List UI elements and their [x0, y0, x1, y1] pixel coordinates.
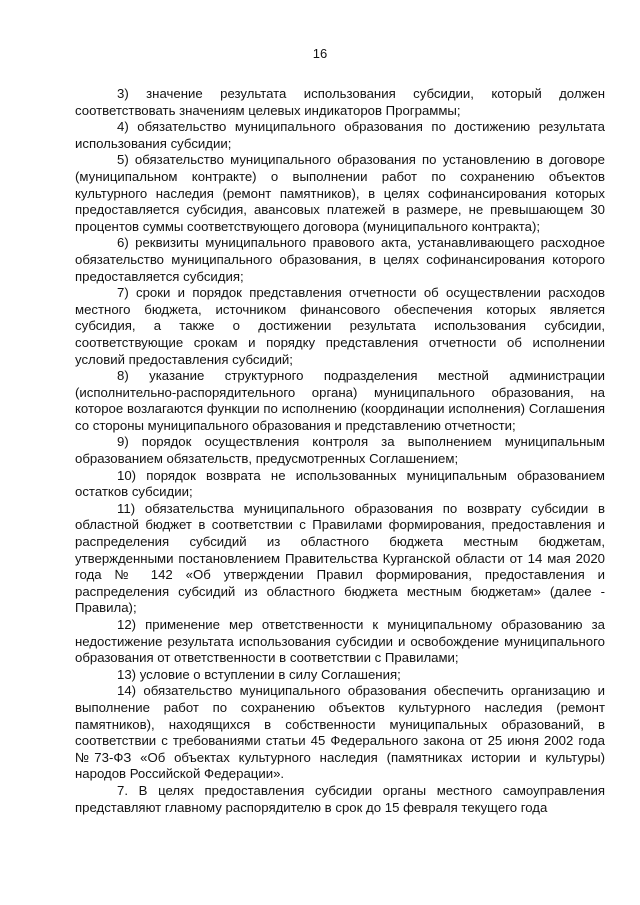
paragraph: 11) обязательства муниципального образования по возврату субсидии в областной бюджет в соответствии с Правилами формирования, предоставления и распределения субсидий из областного бюджета местным бюджетам, утвержденными постановлением Правительства Курганской области от 14 мая 2020 года № 142 «Об утверждении Правил формирования, предоставления и распределения субсидий из областного бюджета местным бюджетам» (далее - Правила);: [75, 500, 605, 616]
paragraph: 10) порядок возврата не использованных муниципальным образованием остатков субсидии;: [75, 467, 605, 500]
paragraph: 5) обязательство муниципального образования по установлению в договоре (муниципальном контракте) о выполнении работ по сохранению объектов культурного наследия (ремонт памятников), в целях софинансирования которых предоставляется субсидия, авансовых платежей в размере, не превышающем 30 процентов суммы соответствующего договора (муниципального контракта);: [75, 152, 605, 234]
paragraph: 13) условие о вступлении в силу Соглашения;: [117, 666, 401, 682]
paragraph: 4) обязательство муниципального образования по достижению результата использования субсидии;: [75, 119, 605, 151]
paragraph: 7) сроки и порядок представления отчетности об осуществлении расходов местного бюджета, источником финансового обеспечения которых является субсидия, а также о достижении результата использования субсидии, соответствующие срокам и порядку представления отчетности об исполнении условий предоставления субсидий;: [75, 285, 605, 367]
paragraph: 8) указание структурного подразделения местной администрации (исполнительно-распорядительного органа) муниципального образования, на которое возлагаются функции по исполнению (координации исполнения) Соглашения со стороны муниципального образования и представлению отчетности;: [75, 368, 605, 433]
page-number: 16: [312, 46, 328, 61]
document-body: [75, 86, 605, 816]
paragraph: 14) обязательство муниципального образования обеспечить организацию и выполнение работ по сохранению объектов культурного наследия (ремонт памятников), находящихся в собственности муниципальных образований, в соответствии с требованиями статьи 45 Федерального закона от 25 июня 2002 года №73-ФЗ «Об объектах культурного наследия (памятниках истории и культуры) народов Российской Федерации».: [75, 683, 605, 782]
paragraph: 3) значение результата использования субсидии, который должен соответствовать значениям целевых индикаторов Программы;: [75, 86, 605, 118]
paragraph: 6) реквизиты муниципального правового акта, устанавливающего расходное обязательство муниципального образования, в целях софинансирования которого предоставляется субсидия;: [75, 235, 605, 284]
paragraph: 12) применение мер ответственности к муниципальному образованию за недостижение результата использования субсидии и освобождение муниципального образования от ответственности в соответствии с Правилами;: [75, 617, 605, 666]
paragraph: 7. В целях предоставления субсидии органы местного самоуправления представляют главному распорядителю в срок до 15 февраля текущего года: [75, 782, 605, 815]
paragraph: 9) порядок осуществления контроля за выполнением муниципальным образованием обязательств, предусмотренных Соглашением;: [75, 434, 605, 467]
